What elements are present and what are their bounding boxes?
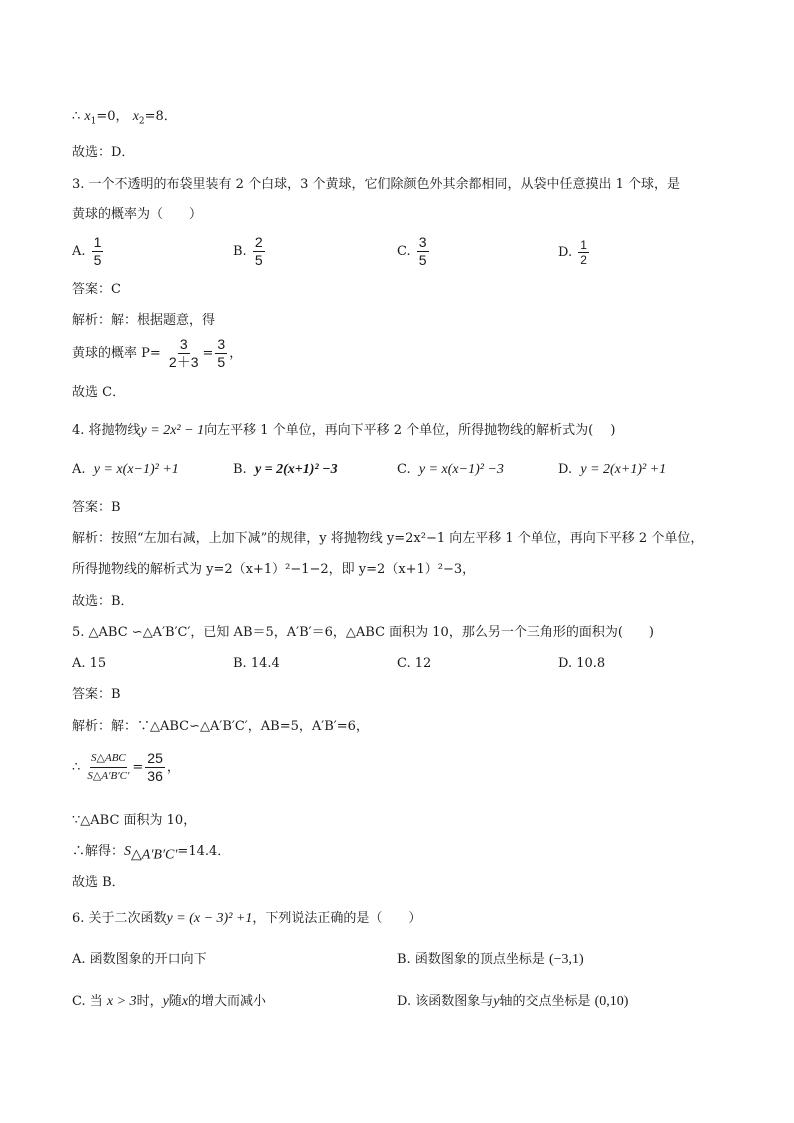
- q5-area-given: ∵△ABC 面积为 10，: [72, 813, 197, 828]
- q5-select: 故选 B．: [72, 875, 125, 890]
- q5-analysis: 解析：解：∵△ABC∽△A′B′C′，AB=5，A′B′=6，: [72, 719, 369, 734]
- q4-option-c: C. y = x(x−1)² −3: [397, 462, 504, 477]
- q4-option-d: D. y = 2(x+1)² +1: [558, 462, 667, 477]
- q6-option-d: D. 该函数图象与y轴的交点坐标是 (0,10): [397, 994, 629, 1009]
- q5-solve: ∴解得：$S_{\triangle A'B'C'}=14.4$．: [72, 844, 231, 863]
- q3-stem-line2: 黄球的概率为（ ）: [72, 207, 203, 222]
- q3-stem-line1: 3. 一个不透明的布袋里装有 2 个白球，3 个黄球，它们除颜色外其余都相同，从袋中任意摸出 1 个球，是: [72, 177, 681, 192]
- q3-analysis: 解析：解：根据题意，得: [72, 313, 216, 328]
- q5-stem: 5. △ABC ∽△A′B′C′，已知 AB＝5，A′B′＝6，△ABC 面积为 10，那么另一个三角形的面积为( ): [72, 625, 654, 640]
- q4-option-a: A. y = x(x−1)² +1: [72, 462, 179, 477]
- fraction: $\frac{1}{5}$: [93, 234, 102, 268]
- q6-option-b: B. 函数图象的顶点坐标是 (−3,1): [397, 952, 584, 967]
- q4-option-b: B. y = 2(x+1)² −3: [233, 462, 338, 477]
- fraction: $\frac{2}{5}$: [254, 234, 263, 268]
- fraction: $\frac{3}{5}$: [418, 234, 427, 268]
- q3-option-a: A. $\frac{1}{5}$: [72, 234, 102, 268]
- q4-answer: 答案：B: [72, 500, 121, 515]
- math-expression: y = 2(x+1)² −3: [254, 462, 338, 477]
- q5-option-a: A. 15: [72, 656, 107, 671]
- math-expression: y = 2(x+1)² +1: [580, 462, 667, 477]
- q4-analysis-line1: 解析：按照“左加右减，上加下减”的规律，y 将抛物线 y=2x²−1 向左平移 1 个单位，再向下平移 2 个单位，: [72, 531, 704, 546]
- q3-answer: 答案：C: [72, 282, 121, 297]
- fraction: $\frac{1}{2}$: [580, 238, 587, 267]
- q6-option-c: C. 当 x > 3时，y随x的增大而减小: [72, 994, 267, 1009]
- q3-option-b: B. $\frac{2}{5}$: [233, 234, 263, 268]
- q4-analysis-line2: 所得抛物线的解析式为 y=2（x+1）²−1−2，即 y=2（x+1）²−3，: [72, 562, 476, 577]
- fraction: $\frac{3}{5}$: [217, 336, 226, 370]
- q3-select: 故选 C．: [72, 385, 126, 400]
- select-d: 故选：D．: [72, 145, 135, 160]
- fraction: $\frac{3}{2+3}$: [168, 336, 199, 370]
- q5-area-ratio: ∴ $\frac{\text{S△ABC}}{S\triangle A'B'C'}$ = $\frac{25}{36}$ ，: [72, 750, 180, 784]
- q3-option-c: C. $\frac{3}{5}$: [397, 234, 427, 268]
- math-expression: y = (x − 3)² +1: [166, 911, 253, 926]
- therefore-symbol: ∴: [72, 109, 81, 124]
- math-expression: y = 2x² − 1: [140, 423, 205, 438]
- q3-probability: 黄球的概率 P= $\frac{3}{2+3}$ = $\frac{3}{5}$ ，: [72, 336, 243, 370]
- q6-stem: 6. 关于二次函数y = (x − 3)² +1，下列说法正确的是（ ）: [72, 911, 422, 926]
- q3-option-d: D. $\frac{1}{2}$: [558, 238, 587, 267]
- q5-option-b: B. 14.4: [233, 656, 280, 671]
- math-expression: y = x(x−1)² −3: [418, 462, 504, 477]
- q4-stem: 4. 将抛物线y = 2x² − 1向左平移 1 个单位，再向下平移 2 个单位，所得抛物线的解析式为( ): [72, 423, 616, 438]
- q5-option-d: D. 10.8: [558, 656, 606, 671]
- solution-roots: ∴ $x_1=0$， $x_2=8$．: [72, 109, 177, 127]
- q4-select: 故选：B．: [72, 594, 134, 609]
- q6-option-a: A. 函数图象的开口向下: [72, 952, 207, 967]
- fraction: $\frac{25}{36}$: [147, 750, 163, 784]
- q5-option-c: C. 12: [397, 656, 432, 671]
- fraction: $\frac{\text{S△ABC}}{S\triangle A'B'C'}$: [87, 752, 130, 782]
- q5-answer: 答案：B: [72, 687, 121, 702]
- math-expression: y = x(x−1)² +1: [93, 462, 179, 477]
